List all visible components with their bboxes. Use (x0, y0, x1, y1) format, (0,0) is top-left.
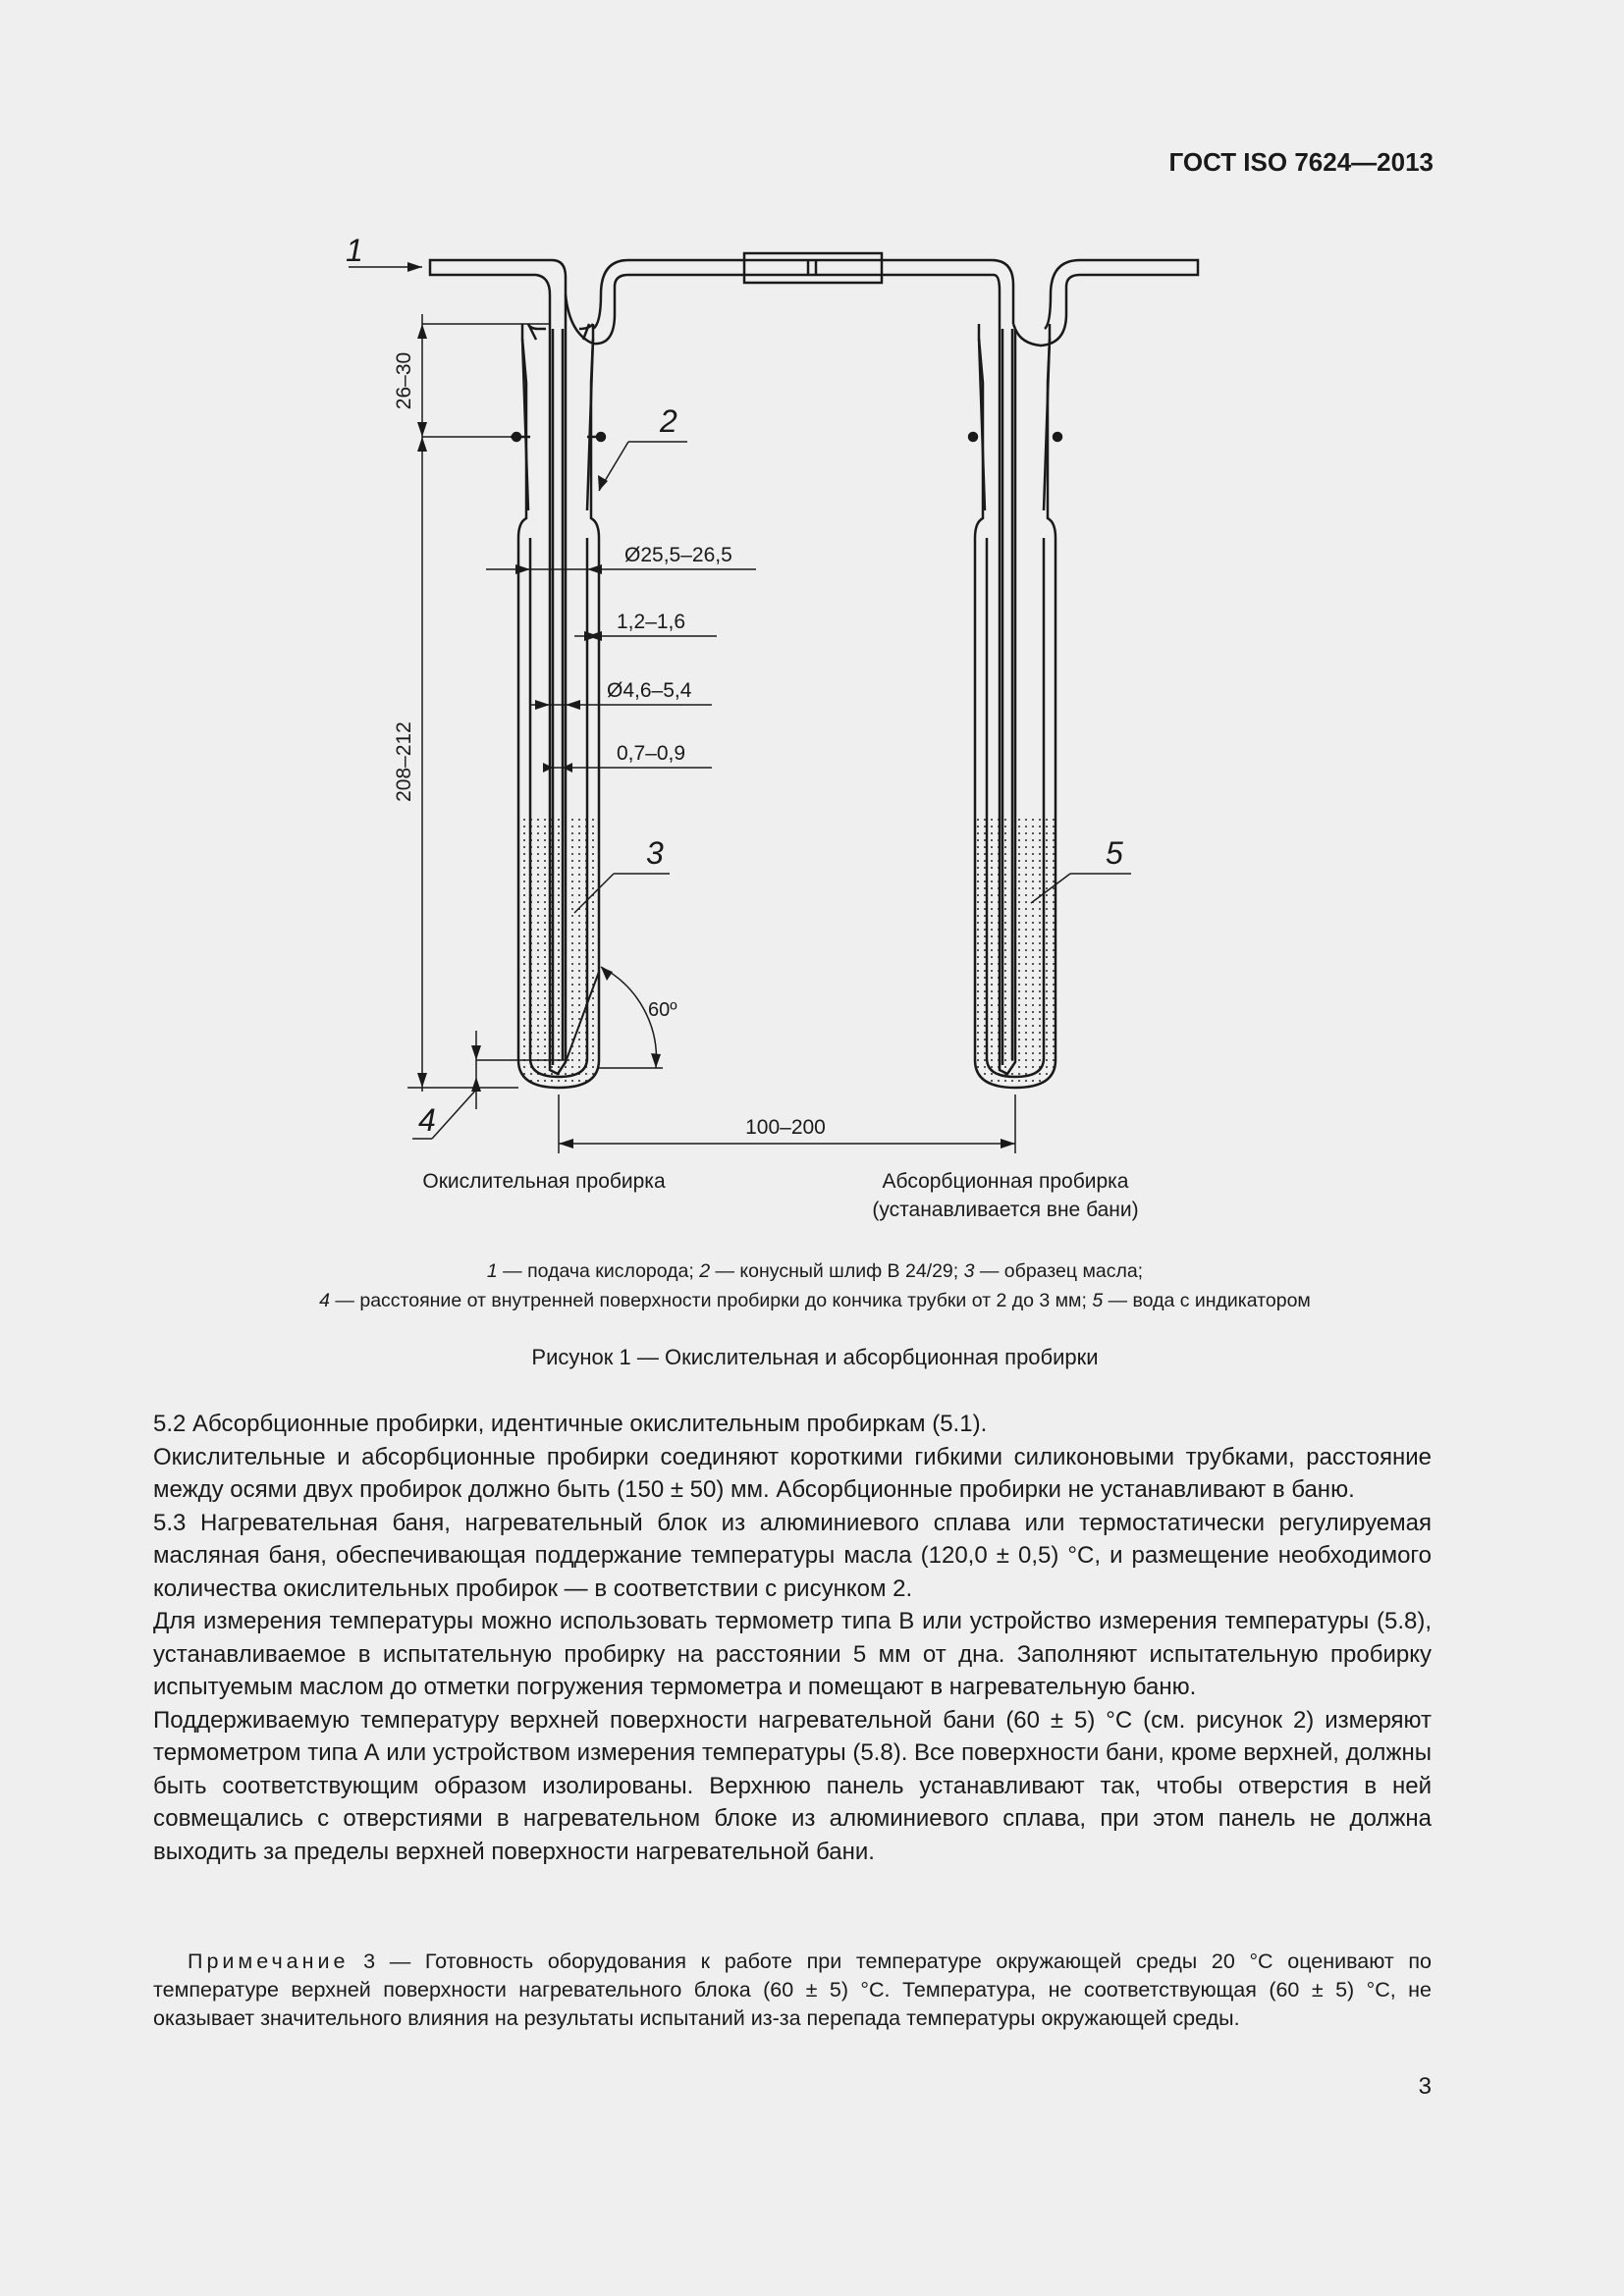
legend-num-1: 1 (486, 1260, 498, 1282)
callout-1: 1 (346, 233, 363, 268)
dim-inlet-wall: 0,7–0,9 (617, 742, 686, 765)
note-3 (153, 1948, 1432, 2033)
callout-4: 4 (418, 1102, 436, 1138)
paragraph-5-3: 5.3 Нагревательная баня, нагревательный блок из алюминиевого сплава или термостатически регулируемая масляная баня, обеспечивающая поддержание температуры масла (120,0 ± 0,5) °С, и размещение необходимого количества окислительных пробирок — в соответствии с рисунком 2. (153, 1509, 1432, 1602)
dim-joint-height: 26–30 (393, 351, 415, 410)
dim-spacing: 100–200 (745, 1116, 826, 1139)
legend-num-5: 5 (1092, 1290, 1104, 1311)
note-label: Примечание (188, 1949, 350, 1973)
figure-dimension-labels (393, 352, 826, 1139)
note-text: 3 — Готовность оборудования к работе при температуре окружающей среды 20 °С оценивают по температуре верхней поверхности нагревательного блока (60 ± 5) °С. Температура, не соответствующая (60 ± 5) °С, не оказывает значительного влияния на результаты испытаний из-за перепада температуры окружающей среды. (153, 1949, 1432, 2030)
figure-legend-line-2 (147, 1286, 1483, 1315)
label-absorption-tube: Абсорбционная пробирка (882, 1170, 1129, 1193)
callout-2: 2 (660, 403, 677, 439)
legend-num-4: 4 (319, 1290, 331, 1311)
legend-text-4: — расстояние от внутренней поверхности пробирки до кончика трубки от 2 до 3 мм; (330, 1290, 1093, 1311)
oxidation-tube-drawing (430, 260, 744, 1088)
page-number: 3 (1418, 2073, 1432, 2100)
figure-tube-labels (422, 1170, 1138, 1221)
label-oxidation-tube: Окислительная пробирка (422, 1170, 666, 1193)
paragraph-temperature: Для измерения температуры можно использовать термометр типа В или устройство измерения температуры (5.8), устанавливаемое в испытательную пробирку на расстоянии 5 мм от дна. Заполняют испытательную пробирку испытуемым маслом до отметки погружения термометра и помещают в нагревательную баню. (153, 1608, 1432, 1700)
legend-text-2: — конусный шлиф В 24/29; (710, 1260, 964, 1282)
dim-wall: 1,2–1,6 (617, 611, 686, 633)
callout-3: 3 (646, 835, 664, 871)
legend-num-3: 3 (963, 1260, 975, 1282)
legend-text-3: — образец масла; (974, 1260, 1144, 1282)
figure-caption: Рисунок 1 — Окислительная и абсорбционная пробирки (531, 1345, 1099, 1369)
dim-inlet-diameter: Ø4,6–5,4 (607, 679, 692, 702)
paragraph-connection: Окислительные и абсорбционные пробирки соединяют короткими гибкими силиконовыми трубками, расстояние между осями двух пробирок должно быть (150 ± 50) мм. Абсорбционные пробирки не устанавливают в баню. (153, 1443, 1432, 1503)
legend-text-1: — подача кислорода; (497, 1260, 700, 1282)
label-absorption-note: (устанавливается вне бани) (872, 1199, 1139, 1221)
callout-5: 5 (1106, 835, 1123, 871)
absorption-tube-drawing (969, 260, 1198, 1088)
dim-angle: 60º (648, 999, 677, 1021)
paragraph-top-surface: Поддерживаемую температуру верхней поверхности нагревательной бани (60 ± 5) °С (см. рисунок 2) измеряют термометром типа А или устройством измерения температуры (5.8). Все поверхности бани, кроме верхней, должны быть соответствующим образом изолированы. Верхнюю панель устанавливают так, чтобы отверстия в ней совмещались с отверстиями в нагревательном блоке из алюминиевого сплава, при этом панель не должна выходить за пределы верхней поверхности нагревательной бани. (153, 1706, 1432, 1865)
dim-tube-height: 208–212 (393, 721, 415, 802)
legend-num-2: 2 (699, 1260, 711, 1282)
body-text (153, 1408, 1432, 1868)
document-code: ГОСТ ISO 7624—2013 (1168, 147, 1434, 177)
connector-drawing (744, 253, 1013, 329)
dim-outer-diameter: Ø25,5–26,5 (624, 544, 732, 566)
paragraph-5-2: 5.2 Абсорбционные пробирки, идентичные окислительным пробиркам (5.1). (153, 1411, 988, 1437)
figure-legend-line-1 (147, 1256, 1483, 1286)
legend-text-5: — вода с индикатором (1103, 1290, 1311, 1311)
